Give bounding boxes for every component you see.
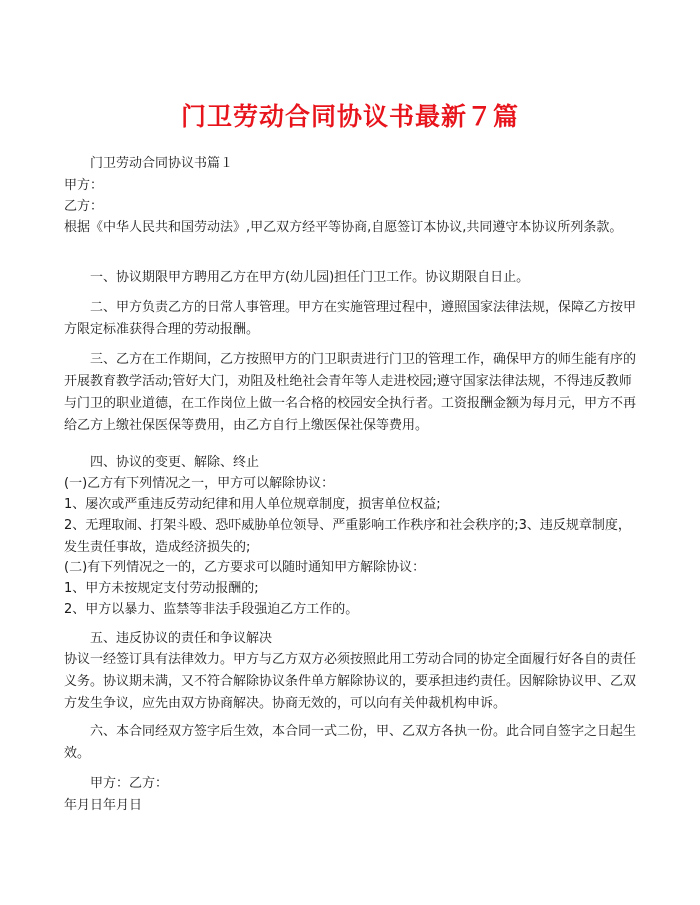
- document-title: 门卫劳动合同协议书最新７篇: [180, 102, 519, 131]
- party-b-label: 乙方：: [64, 199, 104, 214]
- clause-6-paragraph: 六、本合同经双方签字后生效，本合同一式二份，甲、乙双方各执一份。此合同自签字之日起生效。: [64, 724, 637, 761]
- clause-5-paragraph: 协议一经签订具有法律效力。甲方与乙方双方必须按照此用工劳动合同的协定全面履行好各自的责任义务。协议期未满，又不符合解除协议条件单方解除协议的，要承担违约责任。因解除协议甲、乙双方发生争议，应先由双方协商解决。协商无效的，可以向有关仲裁机构申诉。: [64, 652, 637, 711]
- section-subtitle: 门卫劳动合同协议书篇１: [90, 156, 234, 171]
- clause-4-heading: 四、协议的变更、解除、终止: [90, 455, 260, 470]
- clause-2-paragraph: 二、甲方负责乙方的日常人事管理。甲方在实施管理过程中，遵照国家法律法规，保障乙方按甲方限定标准获得合理的劳动报酬。: [64, 300, 637, 337]
- clause-4-item-a2: 2、无理取闹、打架斗殴、恐吓威胁单位领导、严重影响工作秩序和社会秩序的;3、违反规章制度，发生责任事故，造成经济损失的;: [64, 518, 631, 555]
- party-a-label: 甲方：: [64, 178, 104, 193]
- clause-4-item-a1: 1、屡次或严重违反劳动纪律和用人单位规章制度，损害单位权益;: [64, 497, 441, 512]
- clause-1-paragraph: 一、协议期限甲方聘用乙方在甲方(幼儿园)担任门卫工作。协议期限自日止。: [90, 270, 530, 285]
- clause-4-item-b2: 2、甲方以暴力、监禁等非法手段强迫乙方工作的。: [64, 602, 359, 617]
- clause-4-part-a: (一)乙方有下列情况之一，甲方可以解除协议：: [64, 476, 335, 491]
- signature-line: 甲方：乙方：: [90, 776, 169, 791]
- clause-4-part-b: (二)有下列情况之一的，乙方要求可以随时通知甲方解除协议：: [64, 560, 426, 575]
- clause-4-item-b1: 1、甲方未按规定支付劳动报酬的;: [64, 581, 259, 596]
- date-line: 年月日年月日: [64, 798, 143, 813]
- clause-5-heading: 五、违反协议的责任和争议解决: [90, 631, 273, 646]
- preamble-paragraph: 根据《中华人民共和国劳动法》,甲乙双方经平等协商,自愿签订本协议,共同遵守本协议所列条款。: [64, 220, 623, 235]
- clause-3-paragraph: 三、乙方在工作期间，乙方按照甲方的门卫职责进行门卫的管理工作，确保甲方的师生能有序的开展教育教学活动;管好大门，劝阻及杜绝社会青年等人走进校园;遵守国家法律法规，不得违反教师与门卫的职业道德，在工作岗位上做一名合格的校园安全执行者。工资报酬金额为每月元，甲方不再给乙方上缴社保医保等费用，由乙方自行上缴医保社保等费用。: [64, 352, 637, 433]
